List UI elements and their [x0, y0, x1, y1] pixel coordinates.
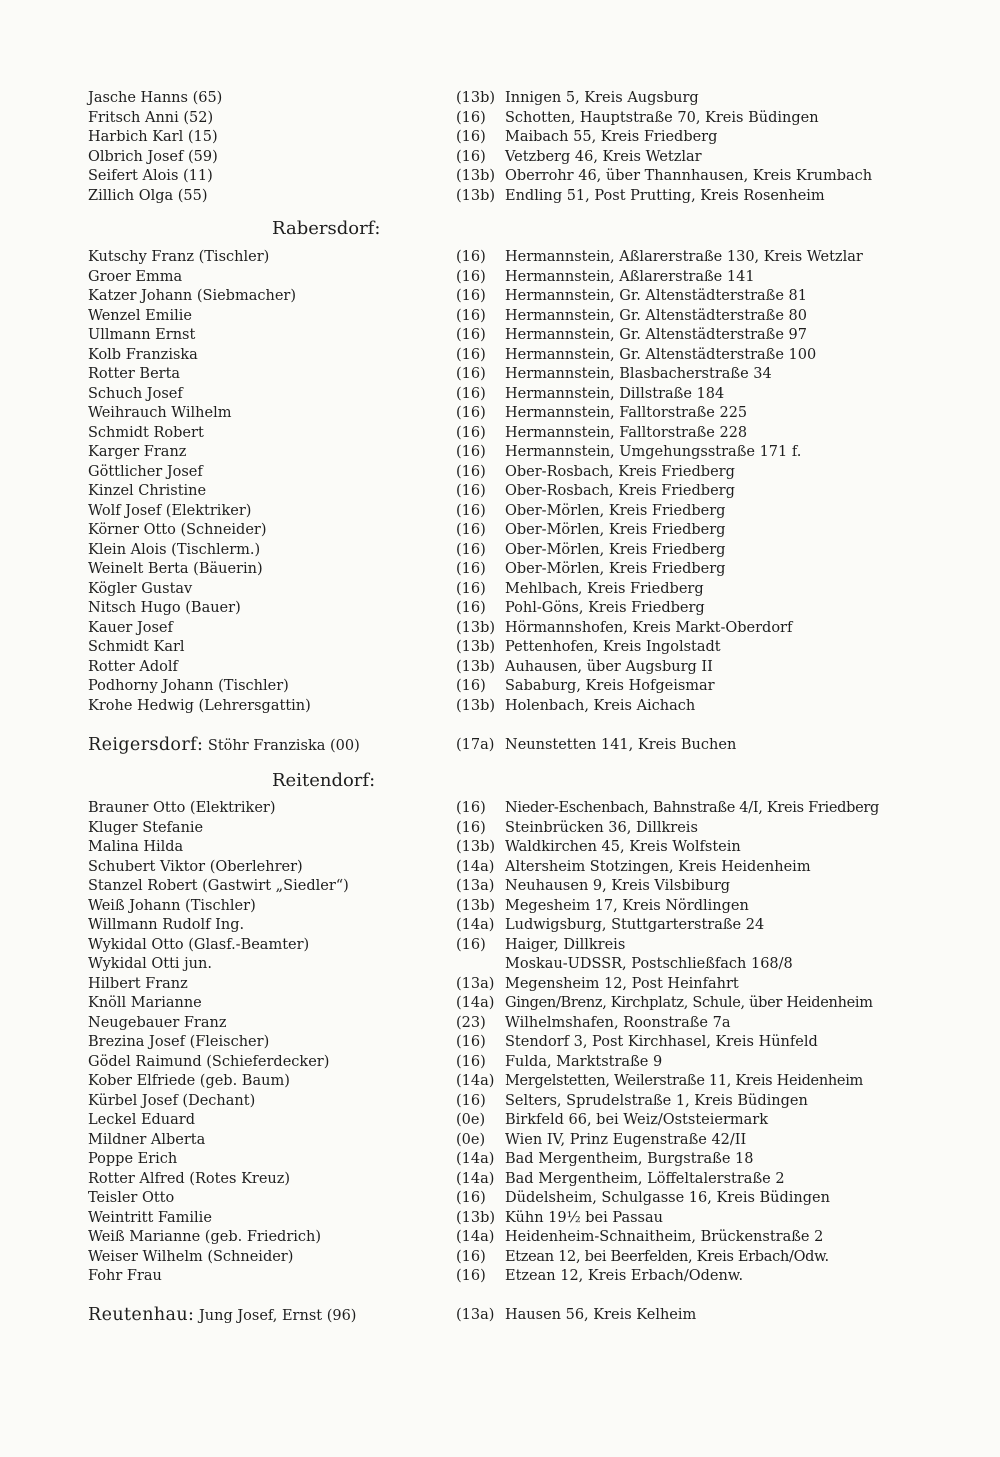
entry-code: (16)	[456, 819, 486, 836]
entry-code: (14a)	[456, 1073, 495, 1089]
list-item	[0, 442, 1000, 462]
entry-name: Leckel Eduard	[88, 1112, 196, 1128]
entry-address: Innigen 5, Kreis Augsburg	[505, 90, 699, 106]
entry-name: Weiß Johann (Tischler)	[88, 897, 256, 914]
list-item	[0, 481, 1000, 501]
entry-address: Hermannstein, Umgehungsstraße 171 f.	[505, 444, 802, 460]
entry-code: (16)	[456, 444, 486, 460]
list-item	[0, 598, 1000, 618]
entry-code: (13b)	[456, 619, 496, 636]
entry-address: Nieder-Eschenbach, Bahnstraße 4/I, Kreis Friedberg	[505, 800, 879, 816]
entry-address: Auhausen, über Augsburg II	[505, 658, 713, 675]
entry-address: Megensheim 12, Post Heinfahrt	[505, 975, 739, 992]
entry-code: (23)	[456, 1014, 486, 1031]
entry-code: (16)	[456, 249, 486, 265]
list-item	[0, 306, 1000, 326]
section-heading-reitendorf: Reitendorf:	[272, 770, 376, 791]
entry-code: (13b)	[456, 187, 496, 204]
entry-code: (13b)	[456, 839, 496, 855]
entry-code: (16)	[456, 678, 486, 694]
entry-name: Körner Otto (Schneider)	[88, 522, 267, 538]
entry-address: Ober-Mörlen, Kreis Friedberg	[505, 561, 726, 577]
entry-address: Hermannstein, Falltorstraße 225	[505, 405, 748, 421]
entry-address: Hermannstein, Falltorstraße 228	[505, 424, 748, 441]
entry-name	[88, 1303, 438, 1328]
entry-code: (14a)	[456, 917, 495, 933]
entry-address: Mergelstetten, Weilerstraße 11, Kreis Heidenheim	[505, 1073, 863, 1089]
entry-address: Bad Mergentheim, Burgstraße 18	[505, 1151, 754, 1167]
entry-code: (16)	[456, 1248, 486, 1265]
list-item	[0, 286, 1000, 306]
list-item	[0, 127, 1000, 147]
entry-name: Rotter Alfred (Rotes Kreuz)	[88, 1170, 291, 1187]
list-item	[0, 364, 1000, 384]
entry-name: Kolb Franziska	[88, 346, 198, 363]
entry-code: (16)	[456, 288, 486, 304]
entry-address: Stendorf 3, Post Kirchhasel, Kreis Hünfeld	[505, 1034, 818, 1050]
entry-name: Gödel Raimund (Schieferdecker)	[88, 1053, 330, 1070]
entry-address: Bad Mergentheim, Löffeltalerstraße 2	[505, 1170, 785, 1187]
entry-name: Schmidt Karl	[88, 639, 185, 655]
entry-code: (16)	[456, 327, 486, 343]
entry-name: Teisler Otto	[88, 1190, 175, 1206]
entry-name: Klein Alois (Tischlerm.)	[88, 541, 261, 558]
entry-code: (16)	[456, 800, 486, 816]
entry-code: (16)	[456, 522, 486, 538]
list-item	[0, 1227, 1000, 1247]
entry-name: Fritsch Anni (52)	[88, 109, 214, 126]
list-item	[0, 954, 1000, 974]
list-item	[0, 993, 1000, 1013]
list-item-reutenhau	[0, 1303, 1000, 1327]
list-item	[0, 1130, 1000, 1150]
list-item	[0, 147, 1000, 167]
entry-name: Rotter Adolf	[88, 658, 178, 675]
entry-code: (16)	[456, 463, 486, 480]
entry-code: (16)	[456, 346, 486, 363]
entry-name: Krohe Hedwig (Lehrersgattin)	[88, 697, 311, 714]
entry-address: Ober-Rosbach, Kreis Friedberg	[505, 483, 735, 499]
entry-name: Kögler Gustav	[88, 580, 193, 597]
entry-code: (16)	[456, 502, 486, 519]
entry-code: (16)	[456, 148, 486, 165]
entry-code: (14a)	[456, 1229, 495, 1245]
entry-name: Schuch Josef	[88, 385, 183, 402]
list-item	[0, 186, 1000, 206]
list-item	[0, 345, 1000, 365]
entry-address: Schotten, Hauptstraße 70, Kreis Büdingen	[505, 109, 819, 126]
list-item	[0, 1149, 1000, 1169]
entry-name: Fohr Frau	[88, 1268, 162, 1284]
entry-code: (13b)	[456, 90, 496, 106]
list-item	[0, 1071, 1000, 1091]
entry-name: Wykidal Otti jun.	[88, 956, 212, 972]
entry-address: Steinbrücken 36, Dillkreis	[505, 819, 698, 836]
entry-name: Mildner Alberta	[88, 1131, 206, 1148]
place-name-reigersdorf: Reigersdorf:	[88, 735, 204, 755]
entry-address: Selters, Sprudelstraße 1, Kreis Büdingen	[505, 1092, 808, 1109]
entry-name: Poppe Erich	[88, 1151, 178, 1167]
entry-address: Etzean 12, Kreis Erbach/Odenw.	[505, 1268, 744, 1284]
list-item	[0, 1188, 1000, 1208]
entry-address: Hermannstein, Blasbacherstraße 34	[505, 366, 772, 382]
entry-person: Stöhr Franziska (00)	[207, 738, 360, 754]
list-item	[0, 896, 1000, 916]
entry-code: (16)	[456, 561, 486, 577]
entry-address: Waldkirchen 45, Kreis Wolfstein	[505, 839, 741, 855]
entry-code: (16)	[456, 1092, 486, 1109]
entry-address: Ober-Rosbach, Kreis Friedberg	[505, 463, 735, 480]
entry-code: (13b)	[456, 1209, 496, 1226]
entry-code: (13a)	[456, 878, 495, 894]
entry-name: Weiser Wilhelm (Schneider)	[88, 1248, 294, 1265]
list-item	[0, 247, 1000, 267]
entry-name: Schmidt Robert	[88, 424, 204, 441]
entry-address: Maibach 55, Kreis Friedberg	[505, 129, 718, 145]
entry-name: Katzer Johann (Siebmacher)	[88, 288, 296, 304]
entry-address: Hermannstein, Gr. Altenstädterstraße 97	[505, 327, 807, 343]
list-item	[0, 1032, 1000, 1052]
list-item	[0, 267, 1000, 287]
list-item	[0, 837, 1000, 857]
entry-name: Wenzel Emilie	[88, 307, 192, 324]
entry-name: Harbich Karl (15)	[88, 129, 218, 145]
entry-name: Kutschy Franz (Tischler)	[88, 249, 270, 265]
entry-name: Weintritt Familie	[88, 1209, 212, 1226]
list-item	[0, 857, 1000, 877]
entry-address: Sababurg, Kreis Hofgeismar	[505, 678, 715, 694]
entry-code: (16)	[456, 936, 486, 953]
entry-address: Altersheim Stotzingen, Kreis Heidenheim	[505, 858, 811, 875]
entry-address: Wien IV, Prinz Eugenstraße 42/II	[505, 1131, 747, 1148]
entry-code: (13b)	[456, 639, 496, 655]
entry-name: Olbrich Josef (59)	[88, 148, 218, 165]
entry-name: Jasche Hanns (65)	[88, 90, 223, 106]
list-item	[0, 403, 1000, 423]
entry-code: (16)	[456, 541, 486, 558]
list-item	[0, 1208, 1000, 1228]
entry-name: Karger Franz	[88, 444, 187, 460]
entry-code: (13b)	[456, 168, 496, 184]
entry-code: (14a)	[456, 858, 495, 875]
entry-name: Willmann Rudolf Ing.	[88, 917, 245, 933]
entry-code: (16)	[456, 268, 486, 285]
list-item	[0, 325, 1000, 345]
entry-code: (17a)	[456, 737, 495, 753]
entry-address: Neuhausen 9, Kreis Vilsbiburg	[505, 878, 731, 894]
entry-name: Nitsch Hugo (Bauer)	[88, 600, 241, 616]
entry-address: Mehlbach, Kreis Friedberg	[505, 580, 704, 597]
entry-code: (16)	[456, 405, 486, 421]
entry-address: Fulda, Marktstraße 9	[505, 1053, 663, 1070]
list-item	[0, 915, 1000, 935]
list-item	[0, 1110, 1000, 1130]
entry-code: (16)	[456, 1034, 486, 1050]
entry-code: (16)	[456, 1053, 486, 1070]
entry-code: (16)	[456, 307, 486, 324]
entry-address: Pohl-Göns, Kreis Friedberg	[505, 600, 705, 616]
entry-name: Kauer Josef	[88, 619, 173, 636]
list-item	[0, 501, 1000, 521]
entry-code: (13a)	[456, 1307, 495, 1323]
entry-name: Kluger Stefanie	[88, 819, 204, 836]
entry-address: Ober-Mörlen, Kreis Friedberg	[505, 522, 726, 538]
list-item	[0, 935, 1000, 955]
list-item	[0, 540, 1000, 560]
entry-address: Hermannstein, Gr. Altenstädterstraße 80	[505, 307, 807, 324]
list-item	[0, 637, 1000, 657]
list-item	[0, 1013, 1000, 1033]
entry-name: Kürbel Josef (Dechant)	[88, 1092, 256, 1109]
entry-name	[88, 733, 438, 758]
entry-name: Ullmann Ernst	[88, 327, 196, 343]
list-item	[0, 618, 1000, 638]
entry-address: Moskau-UDSSR, Postschließfach 168/8	[505, 956, 793, 972]
entry-name: Kinzel Christine	[88, 483, 207, 499]
entry-name: Stanzel Robert (Gastwirt „Siedler“)	[88, 878, 349, 894]
entry-code: (14a)	[456, 995, 495, 1011]
entry-name: Knöll Marianne	[88, 995, 202, 1011]
section-heading-rabersdorf: Rabersdorf:	[272, 218, 381, 239]
list-item	[0, 423, 1000, 443]
list-item	[0, 384, 1000, 404]
entry-code: (16)	[456, 580, 486, 597]
entry-code: (16)	[456, 424, 486, 441]
entry-code: (13b)	[456, 658, 496, 675]
entry-address: Vetzberg 46, Kreis Wetzlar	[505, 148, 702, 165]
entry-code: (14a)	[456, 1151, 495, 1167]
entry-address: Endling 51, Post Prutting, Kreis Rosenheim	[505, 187, 825, 204]
entry-address: Ober-Mörlen, Kreis Friedberg	[505, 541, 726, 558]
entry-name: Wykidal Otto (Glasf.-Beamter)	[88, 936, 310, 953]
entry-name: Brauner Otto (Elektriker)	[88, 800, 276, 816]
entry-address: Holenbach, Kreis Aichach	[505, 697, 696, 714]
entry-name: Schubert Viktor (Oberlehrer)	[88, 858, 303, 875]
place-name-reutenhau: Reutenhau:	[88, 1305, 195, 1325]
entry-address: Ober-Mörlen, Kreis Friedberg	[505, 502, 726, 519]
entry-address: Hörmannshofen, Kreis Markt-Oberdorf	[505, 619, 793, 636]
entry-address: Hermannstein, Gr. Altenstädterstraße 81	[505, 288, 807, 304]
entry-code: (0e)	[456, 1131, 486, 1148]
entry-code: (16)	[456, 483, 486, 499]
entry-address: Megesheim 17, Kreis Nördlingen	[505, 897, 749, 914]
entry-name: Neugebauer Franz	[88, 1014, 227, 1031]
list-item	[0, 88, 1000, 108]
list-item	[0, 1266, 1000, 1286]
list-item-reigersdorf	[0, 733, 1000, 757]
entry-code: (14a)	[456, 1170, 495, 1187]
list-item	[0, 108, 1000, 128]
entry-address: Wilhelmshafen, Roonstraße 7a	[505, 1014, 731, 1031]
entry-code: (16)	[456, 129, 486, 145]
entry-code: (16)	[456, 366, 486, 382]
entry-address: Hermannstein, Aßlarerstraße 141	[505, 268, 755, 285]
list-item	[0, 876, 1000, 896]
entry-name: Brezina Josef (Fleischer)	[88, 1034, 270, 1050]
entry-address: Hermannstein, Gr. Altenstädterstraße 100	[505, 346, 817, 363]
entry-name: Rotter Berta	[88, 366, 181, 382]
entry-address: Ludwigsburg, Stuttgarterstraße 24	[505, 917, 765, 933]
list-item	[0, 1247, 1000, 1267]
entry-code: (0e)	[456, 1112, 486, 1128]
entry-name: Podhorny Johann (Tischler)	[88, 678, 289, 694]
entry-code: (16)	[456, 600, 486, 616]
list-item	[0, 166, 1000, 186]
entry-address: Heidenheim-Schnaitheim, Brückenstraße 2	[505, 1229, 824, 1245]
list-item	[0, 579, 1000, 599]
entry-name: Weiß Marianne (geb. Friedrich)	[88, 1229, 322, 1245]
entry-code: (16)	[456, 1190, 486, 1206]
entry-name: Wolf Josef (Elektriker)	[88, 502, 252, 519]
entry-address: Düdelsheim, Schulgasse 16, Kreis Büdingen	[505, 1190, 830, 1206]
entry-name: Göttlicher Josef	[88, 463, 203, 480]
entry-code: (16)	[456, 1268, 486, 1284]
list-item	[0, 1052, 1000, 1072]
list-item	[0, 818, 1000, 838]
entry-address: Etzean 12, bei Beerfelden, Kreis Erbach/Odw.	[505, 1248, 829, 1265]
entry-code: (16)	[456, 109, 486, 126]
entry-address: Hausen 56, Kreis Kelheim	[505, 1307, 697, 1323]
entry-name: Weihrauch Wilhelm	[88, 405, 232, 421]
list-item	[0, 798, 1000, 818]
entry-address: Haiger, Dillkreis	[505, 936, 626, 953]
list-item	[0, 1091, 1000, 1111]
entry-name: Kober Elfriede (geb. Baum)	[88, 1073, 290, 1089]
entry-address: Hermannstein, Dillstraße 184	[505, 385, 725, 402]
list-item	[0, 520, 1000, 540]
entry-name: Hilbert Franz	[88, 975, 188, 992]
entry-code: (13b)	[456, 697, 496, 714]
entry-name: Groer Emma	[88, 268, 183, 285]
entry-code: (16)	[456, 385, 486, 402]
list-item	[0, 657, 1000, 677]
list-item	[0, 974, 1000, 994]
list-item	[0, 676, 1000, 696]
list-item	[0, 462, 1000, 482]
entry-address: Birkfeld 66, bei Weiz/Oststeiermark	[505, 1112, 768, 1128]
entry-address: Kühn 19½ bei Passau	[505, 1209, 663, 1226]
list-item	[0, 696, 1000, 716]
entry-address: Hermannstein, Aßlarerstraße 130, Kreis Wetzlar	[505, 249, 863, 265]
entry-code: (13a)	[456, 975, 495, 992]
entry-code: (13b)	[456, 897, 496, 914]
entry-name: Seifert Alois (11)	[88, 168, 213, 184]
list-item	[0, 1169, 1000, 1189]
entry-name: Zillich Olga (55)	[88, 187, 208, 204]
entry-person: Jung Josef, Ernst (96)	[198, 1308, 357, 1324]
entry-address: Gingen/Brenz, Kirchplatz, Schule, über Heidenheim	[505, 995, 873, 1011]
entry-address: Neunstetten 141, Kreis Buchen	[505, 737, 737, 753]
entry-name: Malina Hilda	[88, 839, 184, 855]
entry-address: Pettenhofen, Kreis Ingolstadt	[505, 639, 721, 655]
list-item	[0, 559, 1000, 579]
entry-name: Weinelt Berta (Bäuerin)	[88, 561, 263, 577]
entry-address: Oberrohr 46, über Thannhausen, Kreis Krumbach	[505, 168, 873, 184]
